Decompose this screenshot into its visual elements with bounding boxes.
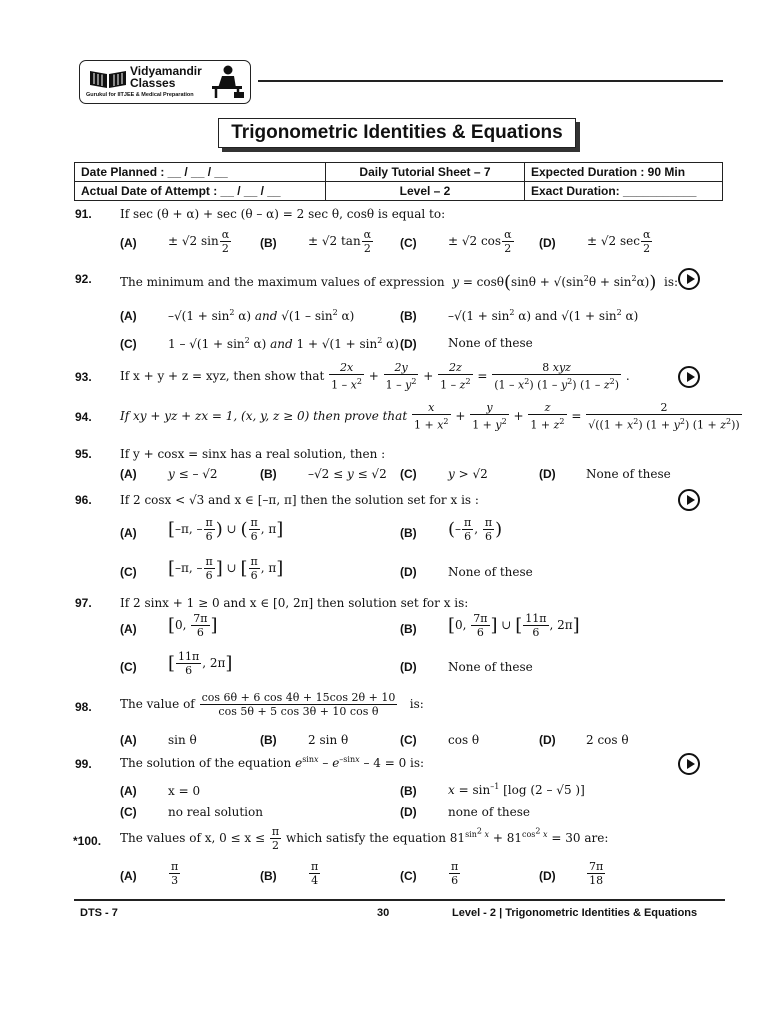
option-value: None of these xyxy=(448,660,533,674)
option-label: (A) xyxy=(120,526,137,540)
question-number: 97. xyxy=(75,596,92,610)
institute-logo xyxy=(79,60,251,104)
question-text-tail: is: xyxy=(410,756,425,770)
open-book-icon xyxy=(88,67,128,89)
option-label: (A) xyxy=(120,869,137,883)
option-label: (D) xyxy=(539,236,556,250)
question-text xyxy=(120,691,424,718)
option-value: ± √2 tan $\frac{\alpha}{2}$ xyxy=(308,228,372,255)
fraction-numerator: cos 6θ + 6 cos 4θ + 15cos 2θ + 10 xyxy=(201,691,396,704)
question-text: If xy + yz + zx = 1, (x, y, z ≥ 0) then prove that $\frac{x}{1 + x^2}$ + $\frac{y}{1 + y^2}$ + $\frac{z}{1 + z^2}$ = $\frac{2}{√((1 + x^2) (1 + y^2) (1 + z^2))}$ xyxy=(120,401,740,432)
option-label: (B) xyxy=(400,309,417,323)
option-value: None of these xyxy=(586,467,671,481)
question-text-lead: If xy + yz + zx = 1, (x, y, z ≥ 0) then prove that xyxy=(120,408,408,423)
option-label: (C) xyxy=(400,869,417,883)
option-label: (D) xyxy=(539,733,556,747)
option-value: no real solution xyxy=(168,805,263,819)
option-label: (D) xyxy=(400,565,417,579)
question-text: If 2 sinx + 1 ≥ 0 and x ∈ [0, 2π] then solution set for x is: xyxy=(120,596,469,610)
option-label: (C) xyxy=(120,565,137,579)
option-label: (C) xyxy=(120,337,137,351)
question-text: The minimum and the maximum values of expression $y = \cos\theta(\sin\theta + √(\sin^2\theta + \sin^2\alpha))$ is: xyxy=(120,272,679,293)
option-value: y > √2 xyxy=(448,467,488,481)
option-value: [ $\frac{11\pi}{6}$ , 2π] xyxy=(168,650,233,677)
question-number: 91. xyxy=(75,207,92,221)
option-label: (D) xyxy=(400,805,417,819)
option-value: $\frac{\pi}{6}$ xyxy=(451,860,459,887)
option-value: None of these xyxy=(448,336,533,350)
option-value: y ≤ – √2 xyxy=(168,467,218,481)
reading-student-icon xyxy=(208,64,246,100)
option-value: [–π, – $\frac{\pi}{6}$ ) ∪ ( $\frac{\pi}{6}$ , π] xyxy=(168,516,284,543)
question-number: 92. xyxy=(75,272,92,286)
option-label: (B) xyxy=(260,236,277,250)
question-text-tail: = 30 are: xyxy=(551,831,609,845)
question-text-lead: If x + y + z = xyz, then show that xyxy=(120,368,325,383)
option-label: (D) xyxy=(400,660,417,674)
option-value: $-√(1 + \sin^2 \alpha)$ and $√(1 - \sin^2 \alpha)$ xyxy=(168,308,355,323)
option-value: $\frac{7\pi}{18}$ xyxy=(589,860,604,887)
logo-name xyxy=(130,65,202,89)
date-planned: Date Planned : __ / __ / __ xyxy=(75,163,326,182)
question-text: If y + cosx = sinx has a real solution, then : xyxy=(120,447,386,461)
option-value: None of these xyxy=(448,565,533,579)
option-label: (A) xyxy=(120,467,137,481)
option-value: ± √2 sec $\frac{\alpha}{2}$ xyxy=(587,228,651,255)
option-value: x = 0 xyxy=(168,784,201,798)
page-title: Trigonometric Identities & Equations xyxy=(218,118,576,148)
option-label: (C) xyxy=(120,805,137,819)
footer-title: Level - 2 | Trigonometric Identities & Equations xyxy=(452,907,698,919)
option-label: (A) xyxy=(120,309,137,323)
option-label: (D) xyxy=(400,337,417,351)
question-number: 93. xyxy=(75,370,92,384)
video-solution-button[interactable] xyxy=(678,268,700,290)
question-text-lead: The minimum and the maximum values of expression xyxy=(120,275,445,289)
question-text: The values of x, 0 ≤ x ≤ $\frac{\pi}{2}$ which satisfy the equation $81^{sin^2 x} + 81^{cos^2 x} = 30$ are: xyxy=(120,825,609,852)
option-value: [0, $\frac{7\pi}{6}$ ] xyxy=(168,612,218,639)
question-number: 99. xyxy=(75,757,92,771)
option-label: (A) xyxy=(120,236,137,250)
video-solution-button[interactable] xyxy=(678,489,700,511)
option-value: [0, $\frac{7\pi}{6}$ ] ∪ [ $\frac{11\pi}{6}$ , 2π] xyxy=(448,612,580,639)
question-text: If x + y + z = xyz, then show that $\frac{2x}{1 - x^2}$ + $\frac{2y}{1 - y^2}$ + $\frac{2z}{1 - z^2}$ = $\frac{\text{8 xyz}}{(1 - x^2) (1 - y^2) (1 - z^2)}$ . xyxy=(120,361,630,392)
video-solution-button[interactable] xyxy=(678,366,700,388)
level: Level – 2 xyxy=(326,182,525,201)
question-text: The solution of the equation $e^{sinx} - e^{-sinx} - 4 = 0$ is: xyxy=(120,755,425,770)
question-number: 95. xyxy=(75,447,92,461)
option-label: (D) xyxy=(539,869,556,883)
option-value: [–π, – $\frac{\pi}{6}$ ] ∪ [ $\frac{\pi}{6}$ , π] xyxy=(168,555,284,582)
option-label: (C) xyxy=(400,467,417,481)
question-text-tail: is: xyxy=(409,697,424,711)
footer-rule xyxy=(74,899,725,901)
option-label: (D) xyxy=(539,467,556,481)
option-value: (– $\frac{\pi}{6}$ , $\frac{\pi}{6}$ ) xyxy=(448,516,503,543)
option-value: $-√(1 + \sin^2 \alpha)$ and $√(1 + \sin^2 \alpha)$ xyxy=(448,308,639,323)
option-label: (A) xyxy=(120,733,137,747)
option-value: ± √2 cos $\frac{\alpha}{2}$ xyxy=(448,228,512,255)
option-label: (B) xyxy=(260,869,277,883)
page-number: 30 xyxy=(377,907,390,919)
question-text-lead: The solution of the equation xyxy=(120,756,292,770)
exact-duration: Exact Duration: ___________ xyxy=(525,182,723,201)
option-value: ± √2 sin $\frac{\alpha}{2}$ xyxy=(168,228,230,255)
option-value: $x = \sin^{-1} [\log$ (2 – √5 )] xyxy=(448,782,585,797)
sheet-name: Daily Tutorial Sheet – 7 xyxy=(326,163,525,182)
info-table xyxy=(74,162,723,201)
logo-name-line2: Classes xyxy=(130,76,176,90)
question-text-lead: The values of x, 0 ≤ x ≤ xyxy=(120,831,266,845)
option-label: (C) xyxy=(400,733,417,747)
logo-name-line1: Vidyamandir xyxy=(130,64,202,78)
option-value: sin θ xyxy=(168,733,197,747)
question-text-lead: The value of xyxy=(120,697,195,711)
option-value: –√2 ≤ y ≤ √2 xyxy=(308,467,387,481)
option-label: (B) xyxy=(260,467,277,481)
question-text-tail: is: xyxy=(664,275,679,289)
fraction-denominator: cos 5θ + 5 cos 3θ + 10 cos θ xyxy=(218,705,379,718)
option-label: (B) xyxy=(400,622,417,636)
footer-sheet-id: DTS - 7 xyxy=(80,907,118,919)
option-value: 2 sin θ xyxy=(308,733,349,747)
option-value: cos θ xyxy=(448,733,480,747)
question-number: 96. xyxy=(75,493,92,507)
option-label: (A) xyxy=(120,784,137,798)
question-number: 94. xyxy=(75,410,92,424)
option-value: 2 cos θ xyxy=(586,733,629,747)
option-label: (C) xyxy=(400,236,417,250)
option-label: (A) xyxy=(120,622,137,636)
option-label: (B) xyxy=(400,784,417,798)
option-label: (B) xyxy=(400,526,417,540)
option-label: (B) xyxy=(260,733,277,747)
header-rule xyxy=(258,80,723,82)
question-text-mid: which satisfy the equation xyxy=(285,831,446,845)
expected-duration: Expected Duration : 90 Min xyxy=(525,163,723,182)
option-value: $1 - √(1 + \sin^2 \alpha)$ and $1 + √(1 + \sin^2 \alpha)$ xyxy=(168,336,399,351)
video-solution-button[interactable] xyxy=(678,753,700,775)
actual-date: Actual Date of Attempt : __ / __ / __ xyxy=(75,182,326,201)
logo-tagline: Gurukul for IITJEE & Medical Preparation xyxy=(86,92,194,98)
option-value: $\frac{\pi}{3}$ xyxy=(171,860,179,887)
question-text: If 2 cosx < √3 and x ∈ [–π, π] then the solution set for x is : xyxy=(120,493,479,507)
question-number: *100. xyxy=(73,834,102,848)
question-number: 98. xyxy=(75,700,92,714)
question-text: If sec (θ + α) + sec (θ – α) = 2 sec θ, cosθ is equal to: xyxy=(120,207,446,221)
option-label: (C) xyxy=(120,660,137,674)
option-value: $\frac{\pi}{4}$ xyxy=(311,860,319,887)
option-value: none of these xyxy=(448,805,530,819)
